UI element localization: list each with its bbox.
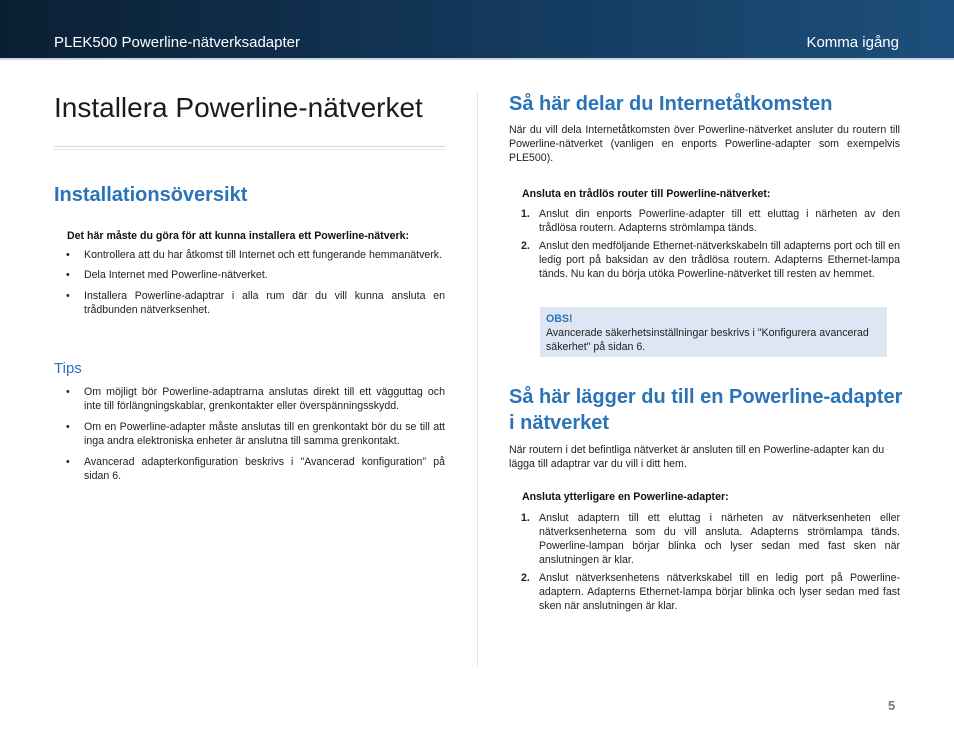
title-divider-secondary bbox=[54, 149, 445, 150]
title-divider bbox=[54, 146, 445, 147]
header-rule bbox=[0, 58, 954, 60]
tips-heading: Tips bbox=[54, 360, 82, 377]
share-steps bbox=[509, 207, 900, 281]
tips-list bbox=[54, 385, 445, 483]
add-subheading: Ansluta ytterligare en Powerline-adapter: bbox=[522, 491, 729, 503]
overview-heading: Installationsöversikt bbox=[54, 184, 248, 206]
header-product-title: PLEK500 Powerline-nätverksadapter bbox=[54, 34, 300, 51]
add-heading: Så här lägger du till en Powerline-adapter i nätverket bbox=[509, 386, 903, 434]
list-item: 1. Anslut adaptern till ett eluttag i närheten av nätverksenheten eller nätverksenheterna som du vill ansluta. Adapterns strömlampa tänds. Powerline-lampan börjar blinka och lyser sedan med fast sken när anslutningen är klar. bbox=[521, 512, 900, 566]
share-section bbox=[509, 93, 900, 116]
list-item: • Avancerad adapterkonfiguration beskrivs i "Avancerad konfiguration" på sidan 6. bbox=[66, 456, 445, 482]
list-item: • Installera Powerline-adaptrar i alla rum där du vill kunna ansluta en trådbunden nätverksenhet. bbox=[66, 290, 445, 316]
add-steps bbox=[509, 511, 900, 613]
list-item: 2. Anslut nätverksenhetens nätverkskabel till en ledig port på Powerline-adaptern. Adapterns Ethernet-lampa börjar blinka och lyser sedan med fast sken när anslutningen är klar. bbox=[521, 572, 900, 612]
page-header bbox=[0, 0, 954, 58]
share-intro: När du vill dela Internetåtkomsten över Powerline-nätverket ansluter du routern till Powerline-nätverket (vanligen en enports Powerline-adapter som exempelvis PLE500). bbox=[509, 124, 900, 164]
share-subheading-block bbox=[522, 187, 900, 201]
share-heading: Så här delar du Internetåtkomsten bbox=[509, 93, 833, 115]
page-number: 5 bbox=[888, 698, 896, 713]
column-divider bbox=[477, 92, 478, 666]
header-section-title: Komma igång bbox=[806, 34, 899, 51]
add-intro: När routern i det befintliga nätverket är ansluten till en Powerline-adapter kan du lägga till adaptrar var du vill i ditt hem. bbox=[509, 444, 885, 470]
overview-subheading-block bbox=[67, 229, 445, 243]
list-item: • Om möjligt bör Powerline-adaptrarna anslutas direkt till ett vägguttag och inte till förlängningskablar, grenkontakter eller överspänningsskydd. bbox=[66, 386, 445, 412]
list-item: • Om en Powerline-adapter måste anslutas till en grenkontakt bör du se till att inga andra elektroniska enheter är anslutna till samma grenkontakt. bbox=[66, 421, 445, 447]
page-title: Installera Powerline-nätverket bbox=[54, 92, 423, 123]
share-intro-block bbox=[509, 123, 900, 165]
add-steps-block bbox=[509, 511, 900, 617]
note-heading: OBS! bbox=[546, 313, 573, 325]
add-section bbox=[509, 384, 909, 436]
overview-list-block bbox=[54, 248, 445, 323]
list-item: 1. Anslut din enports Powerline-adapter till ett eluttag i närheten av den trådlösa routern. Adapterns strömlampa tänds. bbox=[521, 208, 900, 234]
tips-list-block bbox=[54, 385, 445, 489]
list-item: • Dela Internet med Powerline-nätverket. bbox=[66, 269, 268, 281]
overview-section bbox=[54, 184, 445, 207]
list-item: 2. Anslut den medföljande Ethernet-nätverkskabeln till adapterns port och till en ledig port på baksidan av den trådlösa routern. Adapterns Ethernet-lampa tänds. Nu kan du börja utöka Powerline-nätverket till resten av hemmet. bbox=[521, 240, 900, 280]
overview-subheading: Det här måste du göra för att kunna installera ett Powerline-nätverk: bbox=[67, 230, 410, 242]
list-item: • Kontrollera att du har åtkomst till Internet och ett fungerande hemmanätverk. bbox=[66, 249, 443, 261]
add-subheading-block bbox=[522, 490, 900, 504]
tips-section bbox=[54, 360, 445, 377]
note-text: Avancerade säkerhetsinställningar beskrivs i "Konfigurera avancerad säkerhet" på sidan 6. bbox=[546, 327, 869, 353]
add-intro-block bbox=[509, 443, 900, 471]
overview-list bbox=[54, 248, 445, 317]
share-subheading: Ansluta en trådlös router till Powerline-nätverket: bbox=[522, 188, 771, 200]
note-box bbox=[540, 307, 887, 357]
share-steps-block bbox=[509, 207, 900, 285]
